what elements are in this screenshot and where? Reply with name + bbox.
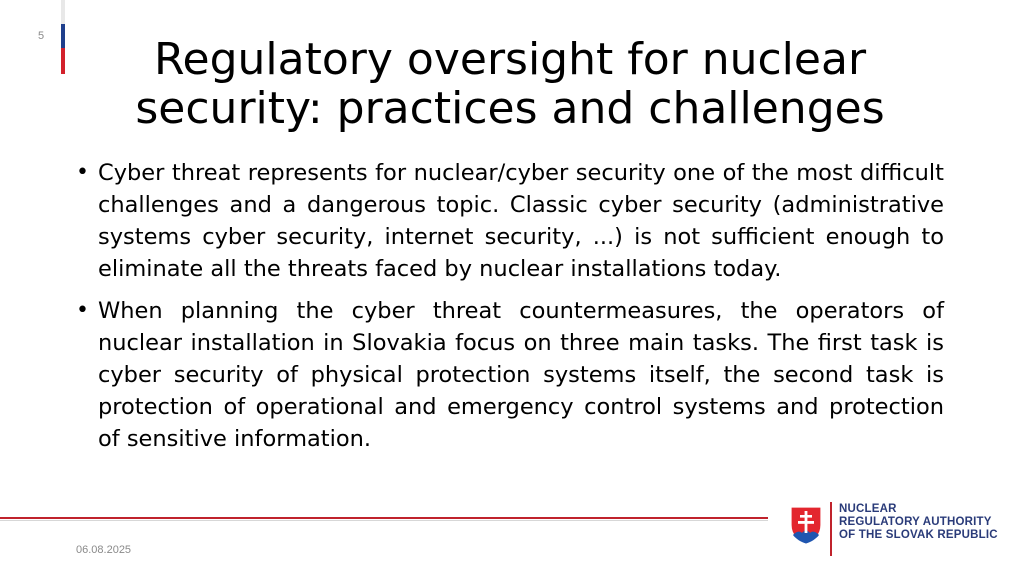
footer-divider: [0, 517, 768, 519]
footer-divider-shadow: [0, 520, 768, 521]
logo-line-2: REGULATORY AUTHORITY: [839, 516, 992, 528]
logo-divider: [830, 502, 832, 556]
bullet-marker: •: [76, 298, 89, 323]
logo-line-3: OF THE SLOVAK REPUBLIC: [839, 529, 998, 541]
flag-stripe-blue: [61, 24, 65, 48]
slide-title: Regulatory oversight for nuclear security: practices and challenges: [135, 34, 885, 134]
bullet-list: [76, 157, 944, 465]
slide-number: 5: [38, 30, 45, 42]
organization-logo: [786, 500, 1006, 558]
bullet-item: [76, 157, 944, 285]
slovak-coat-of-arms-icon: [789, 505, 823, 545]
logo-text: [839, 503, 998, 542]
logo-line-1: NUCLEAR: [839, 503, 897, 515]
bullet-item: [76, 295, 944, 455]
flag-stripe-white: [61, 0, 65, 24]
bullet-text: Cyber threat represents for nuclear/cyber security one of the most difficult challenges and a dangerous topic. Classic cyber security (administrative systems cyber security, internet security, ...) is not sufficient enough to eliminate all the threats faced by nuclear installations today.: [98, 160, 944, 282]
bullet-marker: •: [76, 160, 89, 185]
slide-date: 06.08.2025: [76, 544, 132, 556]
flag-stripe-red: [61, 48, 65, 74]
bullet-text: When planning the cyber threat countermeasures, the operators of nuclear installation in Slovakia focus on three main tasks. The first task is cyber security of physical protection systems itself, the second task is protection of operational and emergency control systems and protection of sensitive information.: [98, 298, 944, 452]
